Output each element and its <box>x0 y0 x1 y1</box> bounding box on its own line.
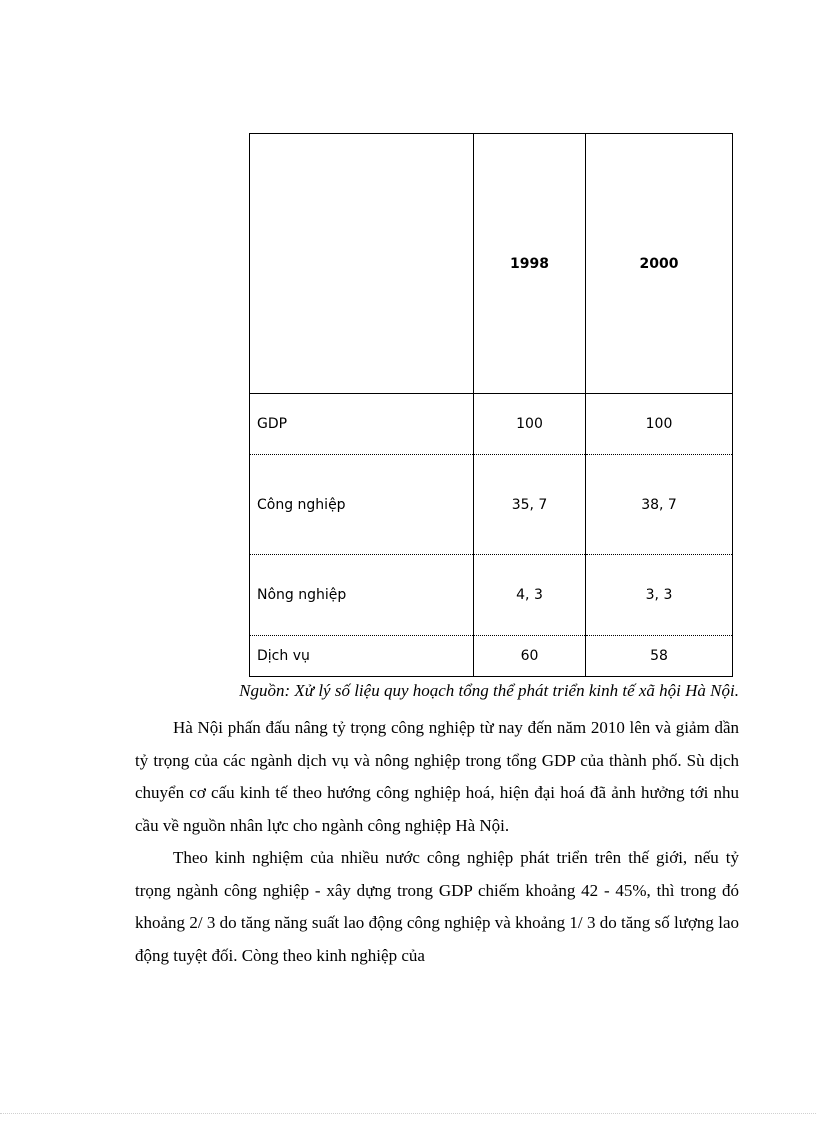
header-cell-2000: 2000 <box>586 134 733 394</box>
value-2000: 100 <box>586 394 733 455</box>
header-cell-1998: 1998 <box>474 134 586 394</box>
row-label: Nông nghiệp <box>250 555 474 636</box>
value-1998: 4, 3 <box>474 555 586 636</box>
paragraph: Hà Nội phấn đấu nâng tỷ trọng công nghiệp từ nay đến năm 2010 lên và giảm dần tỷ trọng của các ngành dịch vụ và nông nghiệp trong tổng GDP của thành phố. Sù dịch chuyển cơ cấu kinh tế theo hướng công nghiệp hoá, hiện đại hoá đã ảnh hưởng tới nhu cầu về nguồn nhân lực cho ngành công nghiệp Hà Nội. <box>135 718 739 835</box>
table-row <box>250 555 733 636</box>
value-1998: 100 <box>474 394 586 455</box>
value-1998: 35, 7 <box>474 455 586 555</box>
value-1998: 60 <box>474 636 586 677</box>
row-label: GDP <box>250 394 474 455</box>
page-bottom-divider <box>0 1113 816 1114</box>
table-header-row <box>250 134 733 394</box>
table-source-note: Nguồn: Xử lý số liệu quy hoạch tổng thể phát triển kinh tế xã hội Hà Nội. <box>239 681 739 700</box>
value-2000: 38, 7 <box>586 455 733 555</box>
value-2000: 58 <box>586 636 733 677</box>
value-2000: 3, 3 <box>586 555 733 636</box>
gdp-structure-table <box>249 133 733 677</box>
paragraph: Theo kinh nghiệm của nhiều nước công nghiệp phát triển trên thế giới, nếu tỷ trọng ngành công nghiệp - xây dựng trong GDP chiếm khoảng 42 - 45%, thì trong đó khoảng 2/ 3 do tăng năng suất lao động công nghiệp và khoảng 1/ 3 do tăng số lượng lao động tuyệt đối. Còng theo kinh nghiệp của <box>135 848 739 965</box>
row-label: Dịch vụ <box>250 636 474 677</box>
header-cell-empty <box>250 134 474 394</box>
table-row <box>250 455 733 555</box>
table-row <box>250 636 733 677</box>
table-row <box>250 394 733 455</box>
body-text <box>135 712 739 972</box>
row-label: Công nghiệp <box>250 455 474 555</box>
